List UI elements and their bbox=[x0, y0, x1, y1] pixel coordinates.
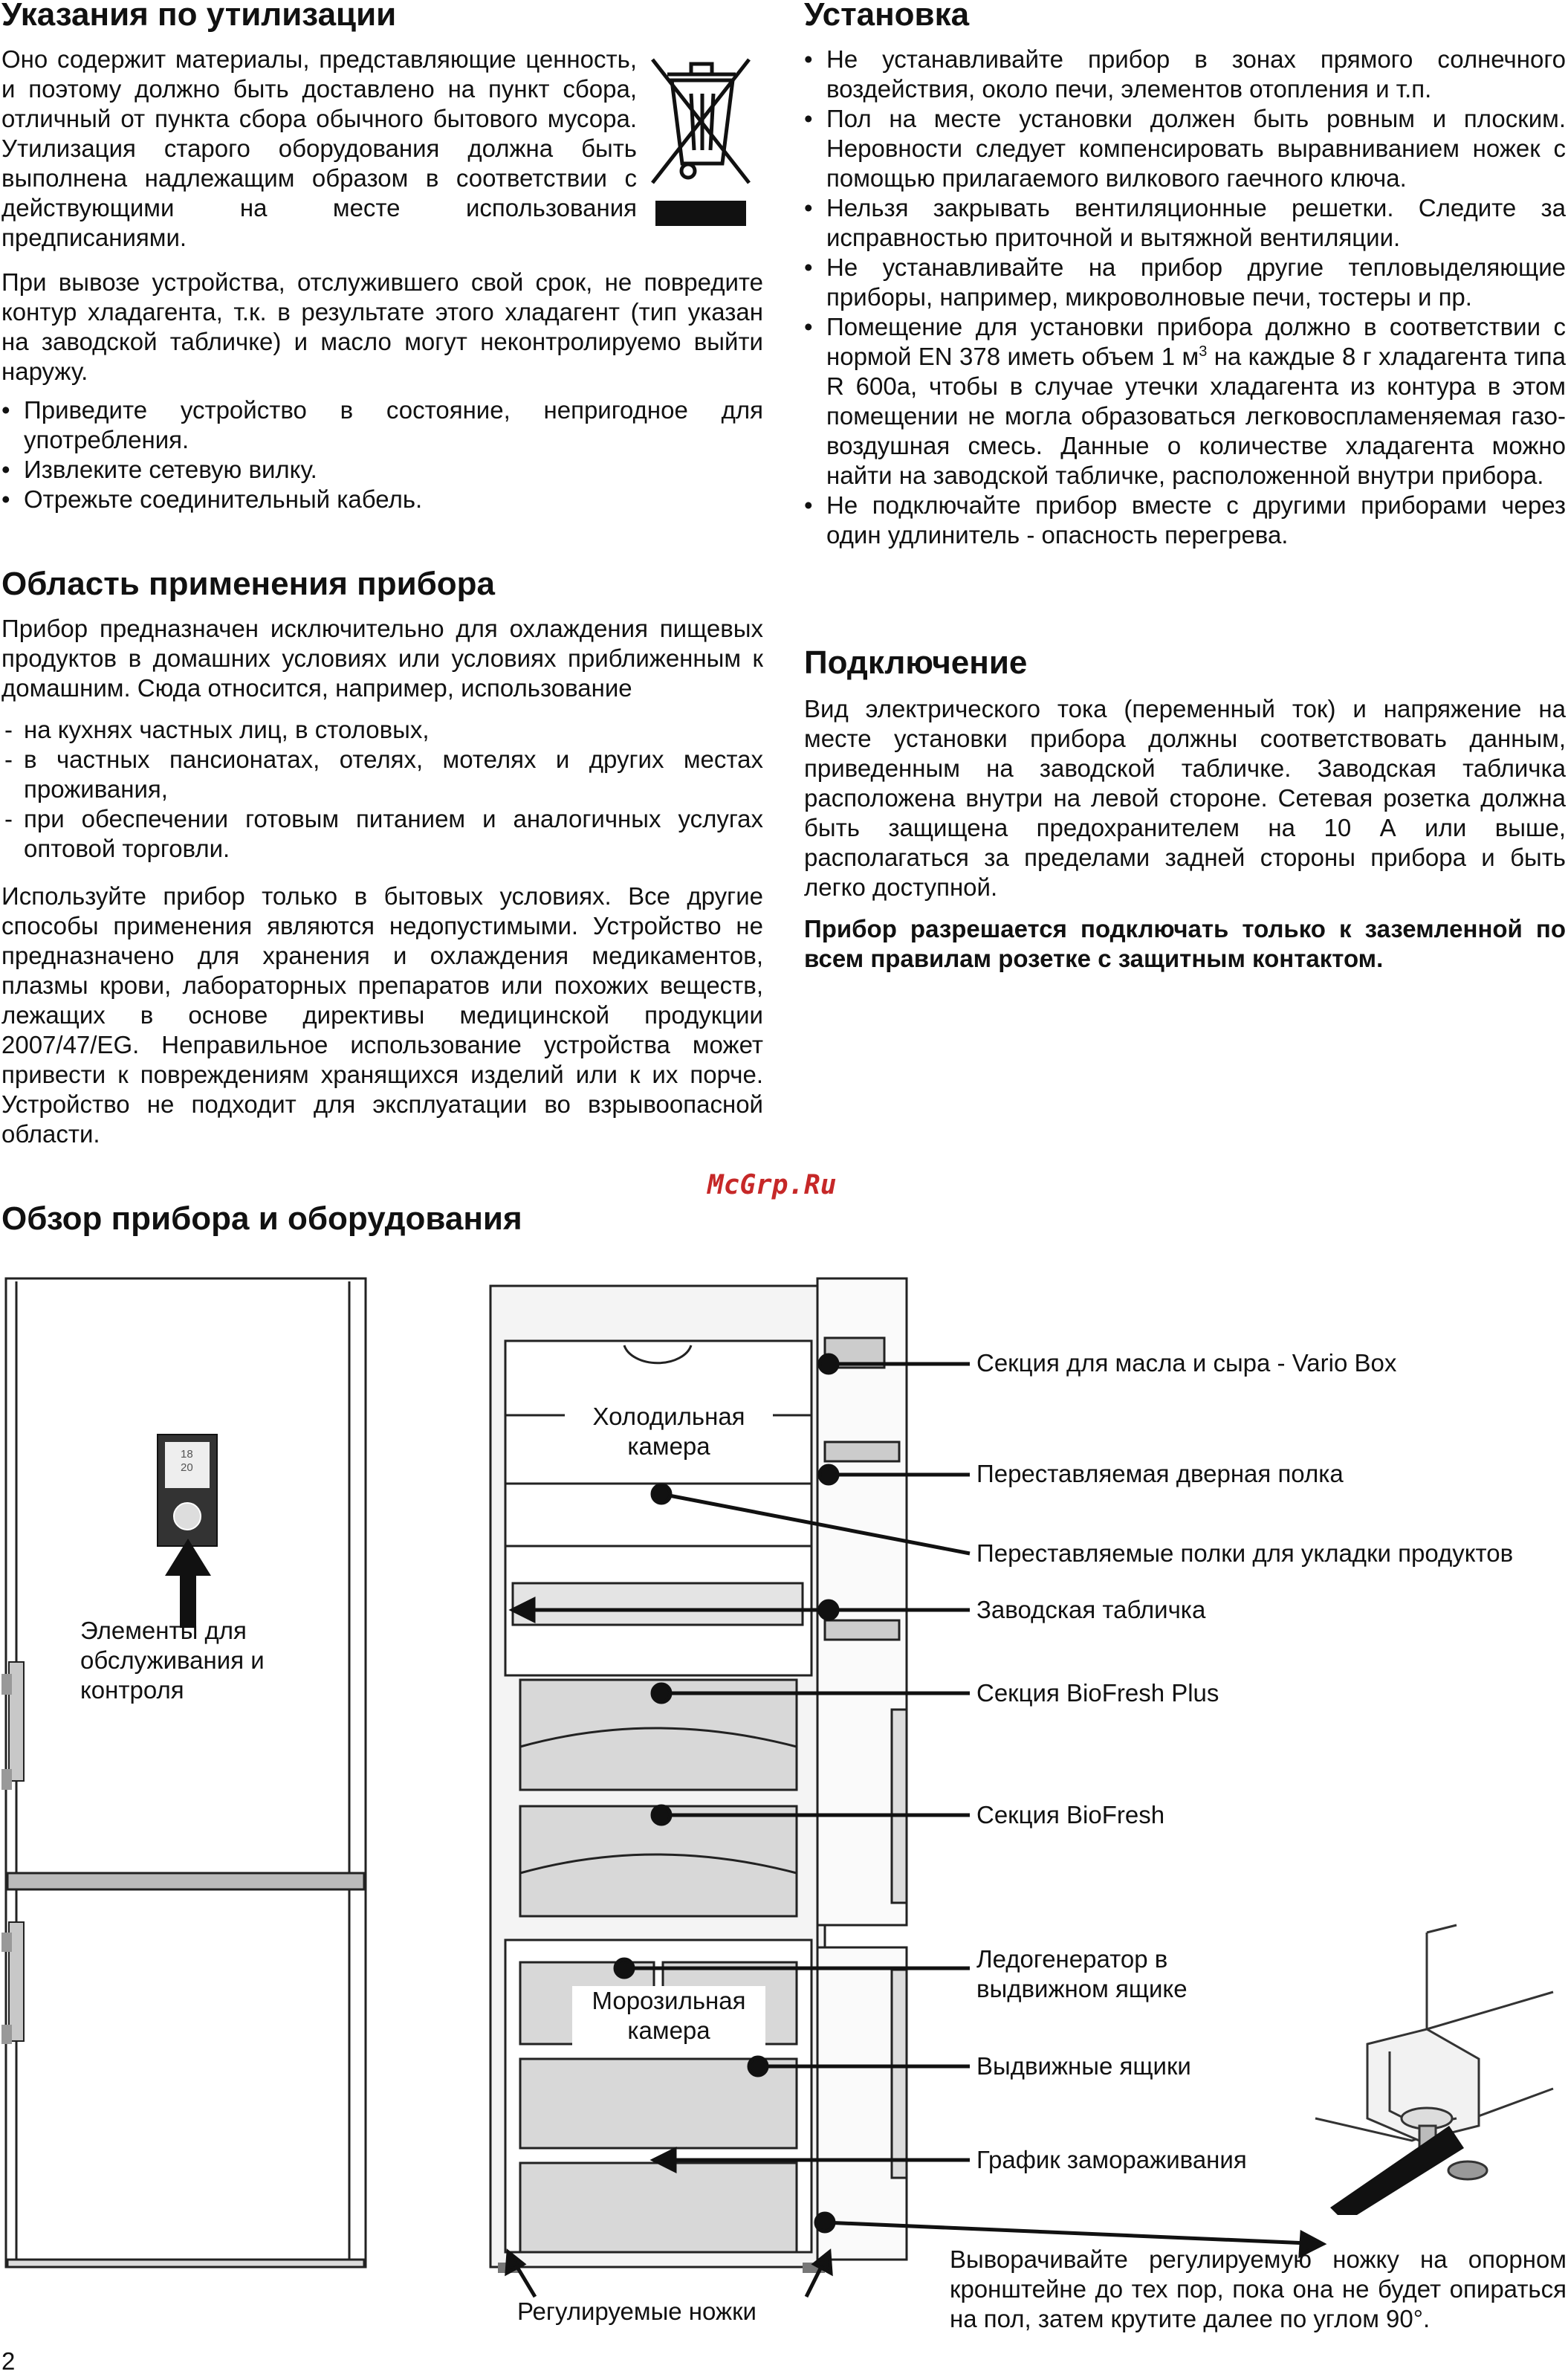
list-item: • Не устанавливайте на прибор другие тепловыделяющие приборы, например, микроволновые печи, тостеры и пр. bbox=[804, 253, 1566, 312]
connect-warning: Прибор разрешается подключать только к заземленной по всем правилам розетке с защитным контактом. bbox=[804, 915, 1566, 972]
list-item: • Нельзя закрывать вентиляционные решетки. Следите за исправностью приточной и вытяжной вентиляции. bbox=[804, 193, 1566, 253]
callout-drawers: Выдвижные ящики bbox=[976, 2052, 1191, 2080]
cube-superscript: 3 bbox=[1199, 343, 1208, 360]
list-item: • Приведите устройство в состояние, непригодное для употребления. bbox=[1, 395, 763, 455]
foot-instruction: Выворачивайте регулируемую ножку на опорном кронштейне до тех пор, пока она не будет опираться на пол, затем крутите далее по углом 90°. bbox=[950, 2245, 1567, 2332]
usage-paragraph: Используйте прибор только в бытовых условиях. Все другие способы применения являются недопустимыми. Устройство не предназначено для хранения и охлаждения медикаментов, плазмы крови, лабораторных препаратов или похожих веществ, лежащих в основе директивы медицинской продукции 2007/47/EG. Неправильное использование устройства может привести к повреждениям хранящихся изделий или к их порче. Устройство не подходит для эксплуатации во взрывоопасной области. bbox=[1, 882, 763, 1148]
list-item: • Извлеките сетевую вилку. bbox=[1, 455, 763, 485]
room-volume-text: Помещение для установки прибора должно в соответствии с нормой EN 378 иметь объем 1 м bbox=[826, 313, 1566, 370]
refrigerant-text: на каждые 8 г хладагента типа R 600a, чтобы в случае утечки хладагента из контура в этом помещении не могла образоваться легковоспламеняемая газо-воздушная смесь. Данные о количестве хладагента можно найти на заводской табличке, расположенной внутри прибора. bbox=[826, 343, 1566, 489]
list-item: - в частных пансионатах, отелях, мотелях и других местах проживания, bbox=[1, 745, 763, 804]
callout-vario-box: Секция для масла и сыра - Vario Box bbox=[976, 1349, 1397, 1377]
watermark: McGrp.Ru bbox=[707, 1170, 837, 1200]
usage-intro: Прибор предназначен исключительно для охлаждения пищевых продуктов в домашних условиях или условиях приближенным к домашним. Сюда относится, например, использование bbox=[1, 615, 763, 702]
list-item: • Пол на месте установки должен быть ровным и плоским. Неровности следует компенсировать выравниванием ножек с помощью прилагаемого вилкового гаечного ключа. bbox=[804, 104, 1566, 193]
connect-text: Вид электрического тока (переменный ток) и напряжение на месте установки прибора должны соответствовать данным, приведенным на заводской табличке. Заводская табличка расположена внутри на левой стороне. Сетевая розетка должна быть защищена предохранителем на 10 А или выше, располагаться за пределами задней стороны прибора и быть легко доступной. bbox=[804, 695, 1566, 901]
disposal-title: Указания по утилизации bbox=[1, 0, 397, 33]
controls-label: Элементы для обслуживания и контроля bbox=[80, 1617, 265, 1704]
callout-ice-maker: Ледогенератор в выдвижном ящике bbox=[976, 1945, 1188, 2002]
callout-rating-plate: Заводская табличка bbox=[976, 1596, 1206, 1623]
disposal-intro: Оно содержит материалы, представляющие ценность, и поэтому должно быть доставлено на пункт сбора, отличный от пункта сбора обычного бытового мусора. Утилизация старого оборудования должна быть выполнена надлежащим образом в соответствии с действующими на месте использования предписаниями. bbox=[1, 45, 637, 251]
list-item: • Не подключайте прибор вместе с другими приборами через один удлинитель - опасность перегрева. bbox=[804, 491, 1566, 550]
display-temp-top: 18 bbox=[181, 1448, 193, 1461]
overview-title: Обзор прибора и оборудования bbox=[1, 1200, 522, 1237]
display-temp-bottom: 20 bbox=[181, 1461, 193, 1474]
list-item: - на кухнях частных лиц, в столовых, bbox=[1, 715, 763, 745]
freezer-compartment-label: Морозильная камера bbox=[572, 1986, 765, 2046]
feet-label: Регулируемые ножки bbox=[517, 2297, 757, 2325]
callout-biofresh: Секция BioFresh bbox=[976, 1801, 1165, 1828]
list-item: • Отрежьте соединительный кабель. bbox=[1, 485, 763, 514]
callout-biofresh-plus: Секция BioFresh Plus bbox=[976, 1679, 1219, 1707]
list-item: • Не устанавливайте прибор в зонах прямого солнечного воздействия, около печи, элементов отопления и т.п. bbox=[804, 45, 1566, 104]
callout-door-shelf: Переставляемая дверная полка bbox=[976, 1460, 1344, 1487]
connect-title: Подключение bbox=[804, 644, 1028, 681]
fridge-compartment-label: Холодильная камера bbox=[565, 1402, 773, 1461]
list-item: - при обеспечении готовым питанием и аналогичных услугах оптовой торговли. bbox=[1, 804, 763, 864]
install-title: Установка bbox=[804, 0, 970, 33]
callout-shelves: Переставляемые полки для укладки продуктов bbox=[976, 1539, 1514, 1567]
adjustable-foot-illustration bbox=[1308, 1903, 1568, 2215]
disposal-paragraph: При вывозе устройства, отслужившего свой срок, не повредите контур хладагента, т.к. в результате этого хладагент (тип указан на заводской табличке) и масло могут неконтролируемо выйти наружу. bbox=[1, 268, 763, 385]
callout-freezing-chart: График замораживания bbox=[976, 2146, 1247, 2173]
usage-title: Область применения прибора bbox=[1, 566, 496, 602]
page-number: 2 bbox=[1, 2347, 16, 2375]
